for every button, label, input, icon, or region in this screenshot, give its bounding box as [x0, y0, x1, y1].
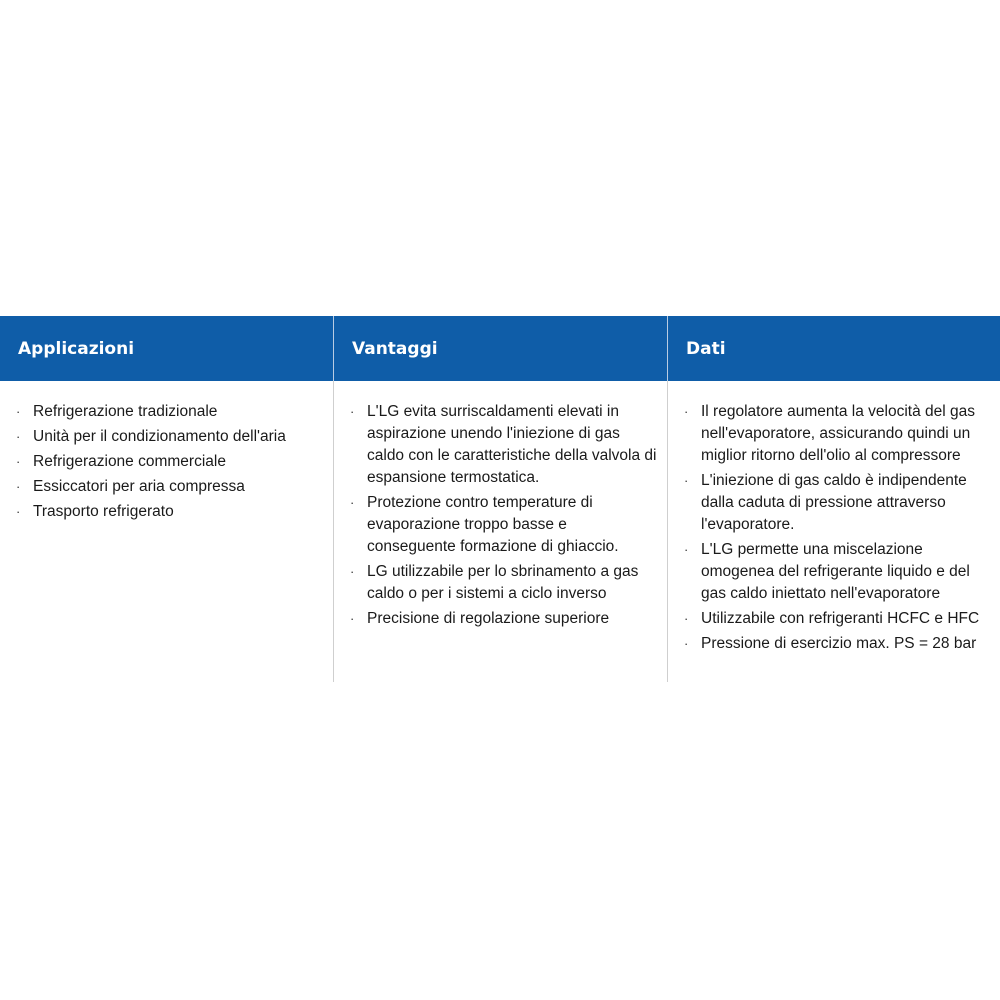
bullet-icon: ·: [350, 564, 355, 579]
bullet-icon: ·: [684, 636, 689, 651]
list-item-text: L'iniezione di gas caldo è indipendente dalla caduta di pressione attraverso l'evaporatore.: [701, 472, 967, 533]
column-vantaggi: [333, 381, 667, 682]
list-item-text: Pressione di esercizio max. PS = 28 bar: [701, 635, 977, 652]
applicazioni-list: [0, 401, 333, 523]
header-dati: Dati: [667, 316, 1000, 381]
bullet-icon: ·: [684, 473, 689, 488]
list-item: [668, 470, 1000, 536]
list-item-text: Protezione contro temperature di evaporazione troppo basse e conseguente formazione di ghiaccio.: [367, 494, 619, 555]
header-applicazioni: Applicazioni: [18, 338, 135, 359]
bullet-icon: ·: [16, 454, 21, 469]
header-vantaggi: Vantaggi: [333, 316, 667, 381]
table-header-row: [0, 316, 1000, 381]
bullet-icon: ·: [684, 542, 689, 557]
list-item-text: L'LG evita surriscaldamenti elevati in aspirazione unendo l'iniezione di gas caldo con le caratteristiche della valvola di espansione termostatica.: [367, 403, 657, 486]
features-table: [0, 316, 1000, 682]
column-dati: [667, 381, 1000, 682]
list-item: [334, 401, 667, 489]
list-item-text: L'LG permette una miscelazione omogenea del refrigerante liquido e del gas caldo iniettato nell'evaporatore: [701, 541, 970, 602]
list-item-text: Utilizzabile con refrigeranti HCFC e HFC: [701, 610, 980, 627]
dati-list: [668, 401, 1000, 655]
vantaggi-list: [334, 401, 667, 630]
bullet-icon: ·: [350, 495, 355, 510]
list-item: [668, 633, 1000, 655]
list-item: [334, 561, 667, 605]
list-item: [0, 501, 333, 523]
list-item: [668, 608, 1000, 630]
list-item: [0, 451, 333, 473]
list-item: [668, 401, 1000, 467]
list-item: [668, 539, 1000, 605]
list-item-text: Essiccatori per aria compressa: [33, 478, 245, 495]
bullet-icon: ·: [350, 611, 355, 626]
list-item: [334, 608, 667, 630]
list-item-text: Trasporto refrigerato: [33, 503, 174, 520]
table-body-row: [0, 381, 1000, 682]
bullet-icon: ·: [350, 404, 355, 419]
list-item-text: Refrigerazione tradizionale: [33, 403, 218, 420]
bullet-icon: ·: [16, 404, 21, 419]
list-item: [334, 492, 667, 558]
list-item: [0, 476, 333, 498]
list-item-text: Il regolatore aumenta la velocità del gas nell'evaporatore, assicurando quindi un miglior ritorno dell'olio al compressore: [701, 403, 975, 464]
list-item-text: Unità per il condizionamento dell'aria: [33, 428, 286, 445]
bullet-icon: ·: [684, 611, 689, 626]
list-item: [0, 426, 333, 448]
bullet-icon: ·: [16, 429, 21, 444]
list-item-text: LG utilizzabile per lo sbrinamento a gas caldo o per i sistemi a ciclo inverso: [367, 563, 639, 602]
bullet-icon: ·: [16, 479, 21, 494]
bullet-icon: ·: [16, 504, 21, 519]
list-item: [0, 401, 333, 423]
list-item-text: Refrigerazione commerciale: [33, 453, 226, 470]
list-item-text: Precisione di regolazione superiore: [367, 610, 610, 627]
column-applicazioni: [0, 381, 333, 682]
bullet-icon: ·: [684, 404, 689, 419]
